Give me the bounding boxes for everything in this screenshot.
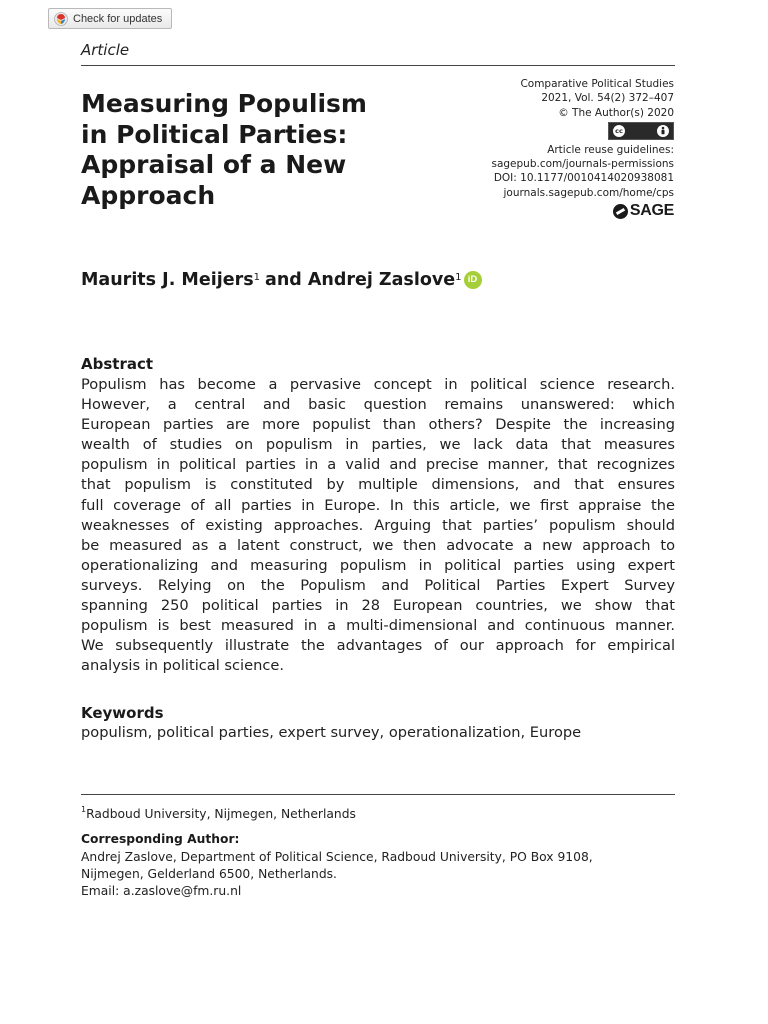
abstract-text [81,375,675,676]
affiliation-footnote [81,806,356,821]
author-name: Maurits J. Meijers [81,270,254,290]
abstract-line: analysis in political science. [81,657,284,675]
corresponding-author-address: Nijmegen, Gelderland 6500, Netherlands. [81,866,337,881]
abstract-line: that populism is constituted by multiple dimensions, and that ensures [81,476,675,494]
header-divider [81,65,675,66]
sage-mark-icon [613,204,628,219]
journal-homepage-link[interactable]: journals.sagepub.com/home/cps [503,186,674,199]
abstract-line: We subsequently illustrate the advantages of our approach for empirical [81,637,675,655]
keywords-heading: Keywords [81,704,164,722]
abstract-line: full coverage of all parties in Europe. In this article, we first appraise the [81,496,675,514]
orcid-icon[interactable]: iD [464,271,482,289]
corresponding-author-email[interactable]: Email: a.zaslove@fm.ru.nl [81,883,242,898]
author-name: Andrej Zaslove [307,270,456,290]
abstract-line: European parties are more populist than others? Despite the increasing [81,416,675,434]
article-title: Measuring Populism in Political Parties: Appraisal of a New Approach [81,89,367,210]
abstract-line: However, a central and basic question remains unanswered: which [81,396,675,414]
abstract-line: populism in political parties in a valid and precise manner, that recognizes [81,456,675,474]
affiliation-marker: 1 [253,271,261,283]
abstract-line: spanning 250 political parties in 28 European countries, we show that [81,597,675,615]
abstract-heading: Abstract [81,355,154,373]
affiliation-text: Radboud University, Nijmegen, Netherlands [86,807,356,822]
affiliation-marker: 1 [81,805,87,814]
check-for-updates-button[interactable] [48,8,172,29]
affiliation-marker: 1 [455,271,462,283]
reuse-guidelines-label: Article reuse guidelines: [547,143,674,156]
abstract-line: operationalizing and measuring populism in political parties using expert [81,556,675,574]
abstract-line: populism is best measured in a multi-dimensional and continuous manner. [81,617,675,635]
cc-icon: cc [613,125,625,137]
corresponding-author-details [81,849,593,899]
corresponding-author-heading: Corresponding Author: [81,832,240,846]
copyright-notice: © The Author(s) 2020 [558,106,674,119]
abstract-line: Populism has become a pervasive concept in political science research. [81,376,675,393]
publisher-name: SAGE [629,202,674,220]
keywords-list: populism, political parties, expert survey, operationalization, Europe [81,724,582,741]
corresponding-author-address: Andrej Zaslove, Department of Political Science, Radboud University, PO Box 9108, [81,850,593,864]
crossmark-icon [54,12,68,26]
abstract-line: wealth of studies on populism in parties, we lack data that measures [81,436,675,454]
permissions-link[interactable]: sagepub.com/journals-permissions [491,158,674,171]
abstract-line: be measured as a latent construct, we then advocate a new approach to [81,536,675,554]
journal-name: Comparative Political Studies [520,78,674,90]
journal-volume: 2021, Vol. 54(2) 372–407 [541,92,674,105]
author-conjunction: and [265,270,302,290]
attribution-icon [657,125,669,137]
abstract-line: weaknesses of existing approaches. Arguing that parties’ populism should [81,516,675,534]
sage-logo [491,204,674,219]
check-for-updates-label: Check for updates [73,12,163,25]
author-list [81,270,482,290]
footnote-divider [81,794,675,795]
doi-link[interactable]: DOI: 10.1177/0010414020938081 [493,172,674,185]
journal-metadata [491,77,674,219]
abstract-line: surveys. Relying on the Populism and Political Parties Expert Survey [81,576,675,594]
article-type-label: Article [81,41,130,59]
creative-commons-license-icon[interactable] [608,122,674,140]
